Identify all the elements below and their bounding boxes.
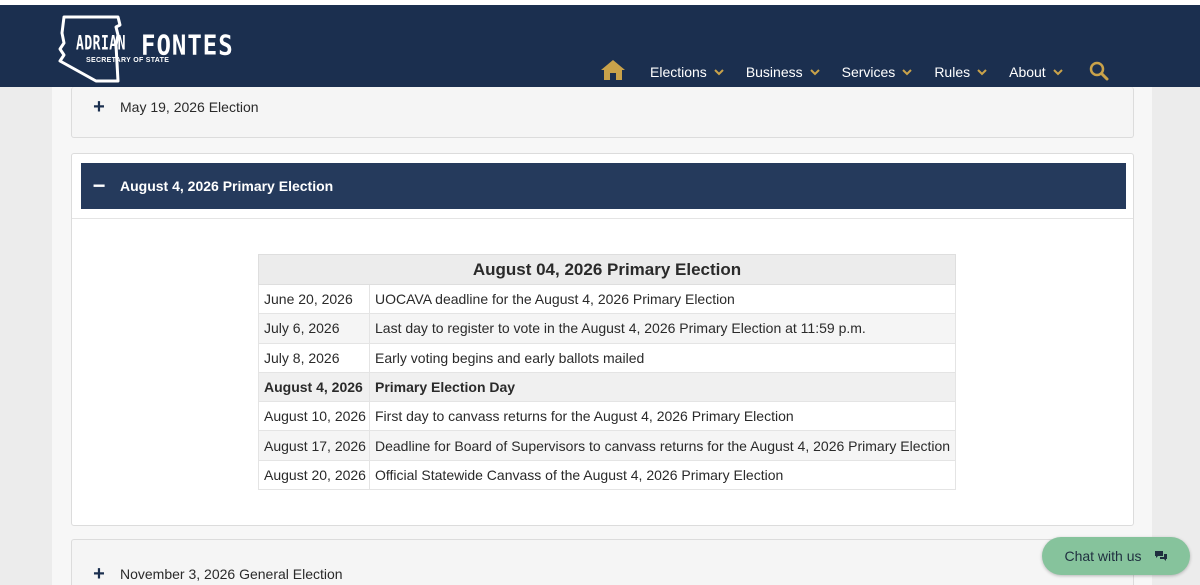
row-event: Primary Election Day <box>370 372 956 401</box>
nav-elections[interactable] <box>650 64 724 80</box>
chat-bubbles-icon <box>1154 550 1168 562</box>
accordion-header[interactable] <box>92 564 343 584</box>
table-row <box>259 460 956 489</box>
collapse-minus-icon: − <box>92 173 106 198</box>
logo-subtitle: SECRETARY OF STATE <box>86 57 170 64</box>
main-nav <box>600 57 1109 87</box>
accordion-may-election[interactable] <box>71 87 1134 138</box>
chevron-down-icon <box>810 67 820 77</box>
row-date: August 4, 2026 <box>259 372 370 401</box>
row-date: July 8, 2026 <box>259 343 370 372</box>
nav-rules[interactable] <box>934 64 987 80</box>
home-icon[interactable] <box>600 59 626 81</box>
table-row <box>259 285 956 314</box>
chat-with-us-button[interactable] <box>1042 537 1190 575</box>
search-icon[interactable] <box>1089 61 1109 81</box>
row-event: First day to canvass returns for the August 4, 2026 Primary Election <box>370 402 956 431</box>
nav-elections-label: Elections <box>650 64 707 80</box>
row-date: August 10, 2026 <box>259 402 370 431</box>
accordion-november-general[interactable] <box>71 539 1134 585</box>
site-logo[interactable] <box>56 15 234 85</box>
chevron-down-icon <box>902 67 912 77</box>
row-event: Last day to register to vote in the August 4, 2026 Primary Election at 11:59 p.m. <box>370 314 956 343</box>
row-event: Official Statewide Canvass of the August 4, 2026 Primary Election <box>370 460 956 489</box>
table-row <box>259 431 956 460</box>
site-header <box>0 5 1200 87</box>
nav-rules-label: Rules <box>934 64 971 80</box>
row-event: Deadline for Board of Supervisors to canvass returns for the August 4, 2026 Primary Election <box>370 431 956 460</box>
expand-plus-icon: + <box>93 563 105 585</box>
chevron-down-icon <box>977 67 987 77</box>
table-row <box>259 343 956 372</box>
chevron-down-icon <box>1053 67 1063 77</box>
election-calendar-table <box>258 254 956 490</box>
table-row <box>259 402 956 431</box>
row-event: UOCAVA deadline for the August 4, 2026 Primary Election <box>370 285 956 314</box>
nav-services-label: Services <box>841 64 896 80</box>
nav-about[interactable] <box>1009 64 1063 80</box>
row-date: June 20, 2026 <box>259 285 370 314</box>
row-date: August 17, 2026 <box>259 431 370 460</box>
accordion-title: August 4, 2026 Primary Election <box>120 178 334 194</box>
nav-services[interactable] <box>842 64 913 80</box>
row-date: August 20, 2026 <box>259 460 370 489</box>
row-event: Early voting begins and early ballots mailed <box>370 343 956 372</box>
logo-first-name: ADRIAN <box>76 33 126 56</box>
divider <box>72 218 1133 219</box>
table-row-election-day <box>259 372 956 401</box>
nav-business[interactable] <box>746 64 820 80</box>
table-row <box>259 314 956 343</box>
calendar-title: August 04, 2026 Primary Election <box>259 255 956 285</box>
accordion-title: May 19, 2026 Election <box>120 99 259 115</box>
logo-last-name: FONTES <box>141 29 234 62</box>
row-date: July 6, 2026 <box>259 314 370 343</box>
chat-label: Chat with us <box>1064 548 1142 564</box>
chevron-down-icon <box>714 67 724 77</box>
expand-plus-icon: + <box>93 96 105 118</box>
accordion-header[interactable] <box>92 97 259 117</box>
table-header-row <box>259 255 956 285</box>
nav-business-label: Business <box>745 64 803 80</box>
accordion-header-expanded[interactable] <box>81 163 1126 209</box>
nav-about-label: About <box>1009 64 1046 80</box>
accordion-title: November 3, 2026 General Election <box>120 566 343 582</box>
